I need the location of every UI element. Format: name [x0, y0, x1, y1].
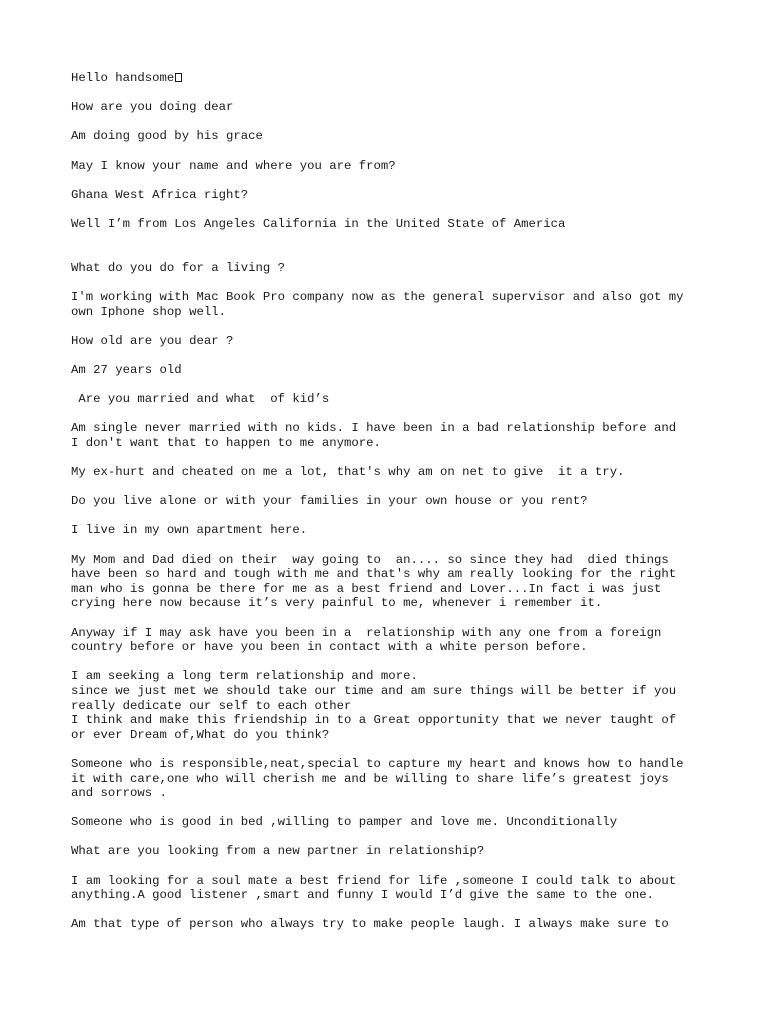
greeting-text: Hello handsome	[71, 71, 175, 85]
text-line: I am seeking a long term relationship and more.	[71, 669, 418, 684]
text-line: I'm working with Mac Book Pro company now as the general supervisor and also got my	[71, 289, 684, 304]
box-glyph-icon	[175, 73, 182, 82]
text-line: What do you do for a living ?	[71, 260, 286, 275]
paragraph	[71, 392, 711, 407]
paragraph	[71, 261, 711, 276]
paragraph	[71, 465, 711, 480]
text-line: since we just met we should take our time and am sure things will be better if you	[71, 683, 677, 698]
paragraph	[71, 129, 711, 144]
text-line: really dedicate our self to each other	[71, 698, 352, 713]
text-line: What are you looking from a new partner in relationship?	[71, 844, 485, 859]
paragraph	[71, 523, 711, 538]
paragraph	[71, 669, 711, 742]
paragraph	[71, 494, 711, 509]
text-line: I think and make this friendship in to a Great opportunity that we never taught of	[71, 713, 677, 728]
text-line: Am 27 years old	[71, 362, 182, 377]
text-line: Ghana West Africa right?	[71, 187, 249, 202]
paragraph	[71, 290, 711, 319]
text-line: Am doing good by his grace	[71, 129, 263, 144]
paragraph	[71, 815, 711, 830]
paragraph	[71, 757, 711, 801]
paragraph	[71, 421, 711, 450]
text-line: Someone who is responsible,neat,special to capture my heart and knows how to handle	[71, 756, 684, 771]
document-page	[71, 71, 711, 947]
text-line: Someone who is good in bed ,willing to pamper and love me. Unconditionally	[71, 815, 618, 830]
paragraph	[71, 917, 711, 932]
message-paragraphs	[71, 100, 711, 932]
text-line: I am looking for a soul mate a best friend for life ,someone I could talk to about	[71, 873, 677, 888]
paragraph	[71, 217, 711, 232]
text-line: country before or have you been in contact with a white person before.	[71, 640, 588, 655]
greeting-line	[71, 71, 711, 86]
paragraph	[71, 188, 711, 203]
text-line: Am single never married with no kids. I have been in a bad relationship before and	[71, 421, 677, 436]
text-line: man who is gonna be there for me as a best friend and Lover...In fact i was just	[71, 581, 662, 596]
text-line: May I know your name and where you are from?	[71, 158, 396, 173]
text-line: Do you live alone or with your families in your own house or you rent?	[71, 494, 588, 509]
paragraph	[71, 334, 711, 349]
text-line: How are you doing dear	[71, 100, 234, 115]
text-line: My ex-hurt and cheated on me a lot, that's why am on net to give it a try.	[71, 465, 625, 480]
paragraph	[71, 844, 711, 859]
text-line: I live in my own apartment here.	[71, 523, 308, 538]
text-line: Are you married and what of kid’s	[71, 392, 330, 407]
paragraph	[71, 626, 711, 655]
text-line: My Mom and Dad died on their way going to an.... so since they had died things	[71, 552, 669, 567]
text-line: I don't want that to happen to me anymore.	[71, 435, 381, 450]
text-line: and sorrows .	[71, 786, 167, 801]
text-line: Am that type of person who always try to make people laugh. I always make sure to	[71, 917, 669, 932]
paragraph	[71, 159, 711, 174]
text-line: own Iphone shop well.	[71, 304, 226, 319]
paragraph	[71, 100, 711, 115]
text-line: or ever Dream of,What do you think?	[71, 727, 330, 742]
text-line: anything.A good listener ,smart and funny I would I’d give the same to the one.	[71, 888, 654, 903]
text-line: How old are you dear ?	[71, 333, 234, 348]
text-line: crying here now because it’s very painful to me, whenever i remember it.	[71, 596, 603, 611]
text-line: have been so hard and tough with me and that's why am really looking for the right	[71, 567, 677, 582]
paragraph	[71, 553, 711, 611]
text-line: it with care,one who will cherish me and be willing to share life’s greatest joys	[71, 771, 669, 786]
paragraph	[71, 874, 711, 903]
text-line: Anyway if I may ask have you been in a relationship with any one from a foreign	[71, 625, 662, 640]
paragraph	[71, 363, 711, 378]
text-line: Well I’m from Los Angeles California in the United State of America	[71, 216, 566, 231]
